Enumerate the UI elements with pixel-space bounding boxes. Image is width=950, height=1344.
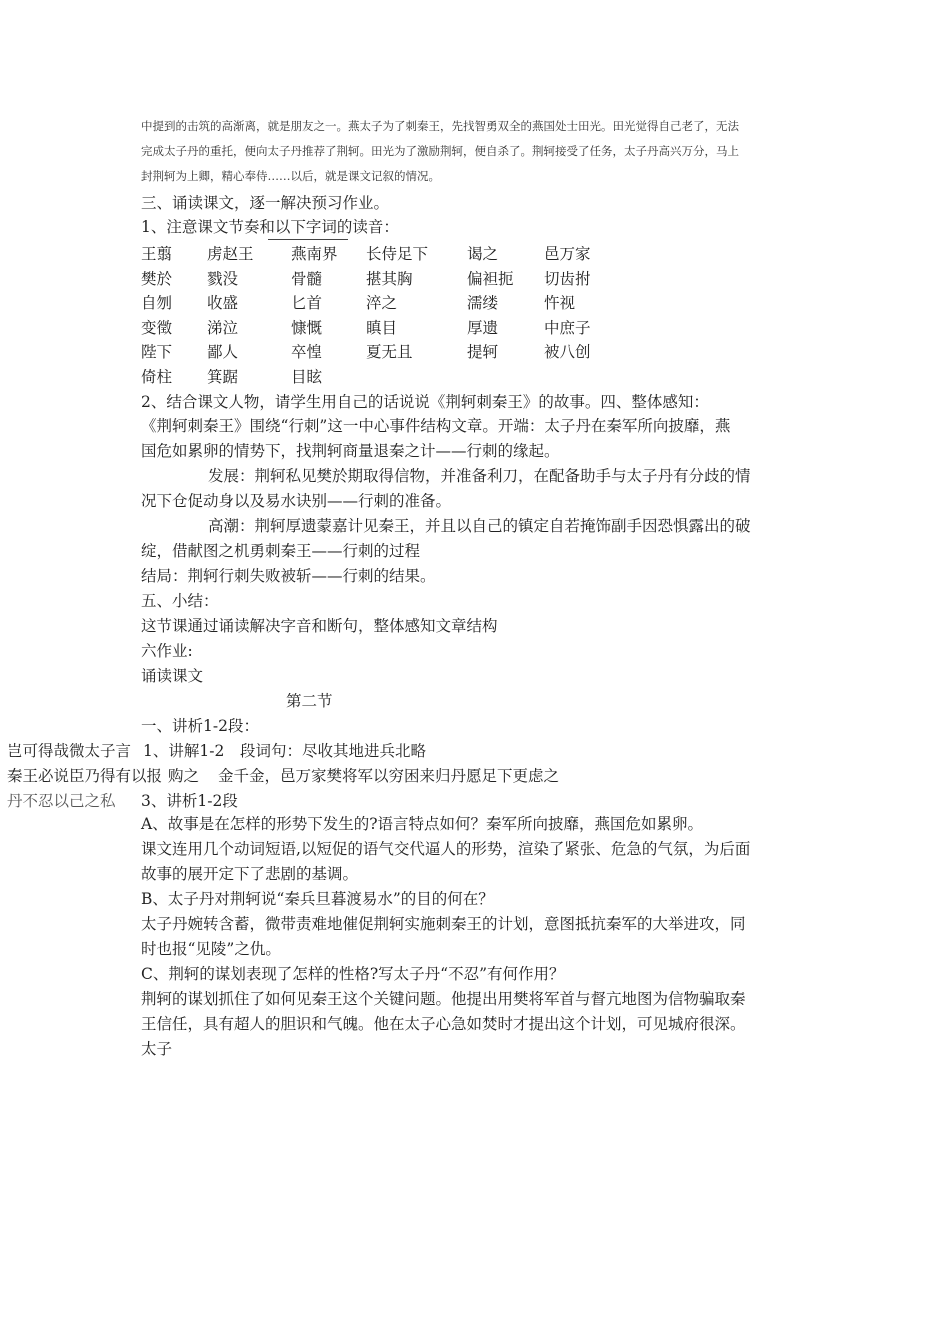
answer-a-2: 故事的展开定下了悲剧的基调。 — [141, 865, 359, 883]
vocab-item: 谒之 — [467, 245, 499, 263]
vocab-item: 瞋目 — [366, 318, 398, 337]
part1-title: 一、讲析1-2段： — [141, 717, 259, 735]
paragraph-climax-1: 高潮：荆轲厚遗蒙嘉计见秦王，并且以自己的镇定自若掩饰副手因恐惧露出的破 — [208, 517, 751, 535]
vocab-item: 陛下 — [141, 343, 173, 362]
header-rule — [268, 239, 348, 240]
answer-a-1: 课文连用几个动词短语,以短促的语气交代逼人的形势，渲染了紧张、危急的气氛，为后面 — [141, 840, 751, 858]
vocab-item: 变徵 — [141, 318, 173, 337]
overlap-right-1: 段词句：尽收其地进兵北略 — [240, 742, 427, 760]
overlap-mid-1: 1、讲解1-2 — [143, 742, 225, 760]
vocab-item: 虏赵王 — [207, 245, 254, 263]
section6-title: 六作业: — [141, 642, 193, 660]
paragraph-development-1: 发展：荆轲私见樊於期取得信物，并准备利刀，在配备助手与太子丹有分歧的情 — [208, 467, 751, 485]
paragraph-development-2: 况下仓促动身以及易水诀别——行刺的准备。 — [141, 492, 452, 510]
overlap-left-3: 丹不忍以己之私 — [7, 792, 116, 810]
overlap-right-2: 金千金，邑万家樊将军以穷困来归丹愿足下更虑之 — [218, 767, 560, 785]
vocab-item: 揕其胸 — [366, 269, 413, 288]
vocab-item: 匕首 — [291, 294, 323, 313]
vocab-item: 卒惶 — [291, 343, 323, 362]
vocab-item: 慷慨 — [291, 318, 323, 337]
question-2: 2、结合课文人物，请学生用自己的话说说《荆轲刺秦王》的故事。四、整体感知： — [141, 393, 709, 411]
vocab-item: 淬之 — [366, 294, 398, 313]
vocab-item: 樊於 — [141, 269, 173, 288]
vocab-item: 濡缕 — [467, 294, 499, 313]
paragraph-start-1: 《荆轲刺秦王》围绕“行刺”这一中心事件结构文章。开端：太子丹在秦军所向披靡，燕 — [141, 417, 731, 435]
answer-b-2: 时也报“见陵”之仇。 — [141, 940, 281, 958]
vocab-item: 偏袒扼 — [467, 269, 514, 288]
vocab-item: 戮没 — [207, 269, 239, 288]
answer-c-2: 王信任，具有超人的胆识和气魄。他在太子心急如焚时才提出这个计划，可见城府很深。 — [141, 1015, 746, 1033]
overlap-left-1: 岂可得哉微太子言 — [7, 742, 132, 760]
reading-title: 1、注意课文节奏和以下字词的读音： — [141, 218, 399, 236]
answer-b-1: 太子丹婉转含蓄，微带责难地催促荆轲实施刺秦王的计划，意图抵抗秦军的大举进攻，同 — [141, 915, 746, 933]
section5-body: 这节课通过诵读解决字音和断句，整体感知文章结构 — [141, 617, 498, 635]
section6-body: 诵读课文 — [141, 667, 204, 685]
intro-line-2: 完成太子丹的重托，便向太子丹推荐了荆轲。田光为了激励荆轲，便自杀了。荆轲接受了任务，太子丹高兴万分，马上 — [141, 144, 739, 158]
overlap-mid-3: 3、讲析1-2段 — [141, 792, 238, 810]
vocab-item: 长侍足下 — [366, 245, 429, 263]
question-b: B、太子丹对荆轲说“秦兵旦暮渡易水”的目的何在？ — [141, 890, 494, 908]
paragraph-climax-2: 绽，借献图之机勇刺秦王——行刺的过程 — [141, 542, 421, 560]
lesson2-title: 第二节 — [286, 692, 333, 710]
vocab-item: 自刎 — [141, 294, 173, 313]
paragraph-start-2: 国危如累卵的情势下，找荆轲商量退秦之计——行刺的缘起。 — [141, 442, 560, 460]
vocab-item: 厚遗 — [467, 318, 499, 337]
vocab-item: 箕踞 — [207, 367, 239, 386]
vocab-item: 骨髓 — [291, 269, 323, 288]
paragraph-ending: 结局：荆轲行刺失败被斩——行刺的结果。 — [141, 567, 436, 585]
vocab-item: 夏无且 — [366, 343, 413, 362]
vocab-item: 目眩 — [291, 367, 323, 386]
vocab-item: 忤视 — [544, 294, 576, 313]
vocab-item: 倚柱 — [141, 367, 173, 386]
question-c: C、荆轲的谋划表现了怎样的性格?写太子丹“不忍”有何作用？ — [141, 965, 565, 983]
vocab-item: 邑万家 — [544, 245, 591, 263]
overlap-left-2: 秦王必说臣乃得有以报 — [7, 767, 163, 785]
question-a: A、故事是在怎样的形势下发生的?语言特点如何？秦军所向披靡，燕国危如累卵。 — [141, 815, 704, 833]
vocab-item: 鄙人 — [207, 343, 239, 362]
vocab-item: 切齿拊 — [544, 269, 591, 288]
vocab-item: 中庶子 — [544, 318, 591, 337]
vocab-item: 燕南界 — [291, 245, 338, 263]
vocab-item: 涕泣 — [207, 318, 239, 337]
vocab-item: 提轲 — [467, 343, 499, 362]
section3-title: 三、诵读课文，逐一解决预习作业。 — [141, 194, 390, 212]
answer-c-1: 荆轲的谋划抓住了如何见秦王这个关键问题。他提出用樊将军首与督亢地图为信物骗取秦 — [141, 990, 746, 1008]
intro-line-3: 封荆轲为上卿，精心奉侍……以后，就是课文记叙的情况。 — [141, 169, 440, 183]
vocab-item: 王翦 — [141, 245, 173, 263]
answer-c-3: 太子 — [141, 1040, 173, 1058]
overlap-mid-2: 购之 — [168, 767, 200, 785]
vocab-item: 被八创 — [544, 343, 591, 362]
section5-title: 五、小结： — [141, 592, 219, 610]
intro-line-1: 中提到的击筑的高渐离，就是朋友之一。燕太子为了刺秦王，先找智勇双全的燕国处士田光。田光觉得自己老了，无法 — [141, 119, 739, 133]
vocab-item: 收盛 — [207, 294, 239, 313]
